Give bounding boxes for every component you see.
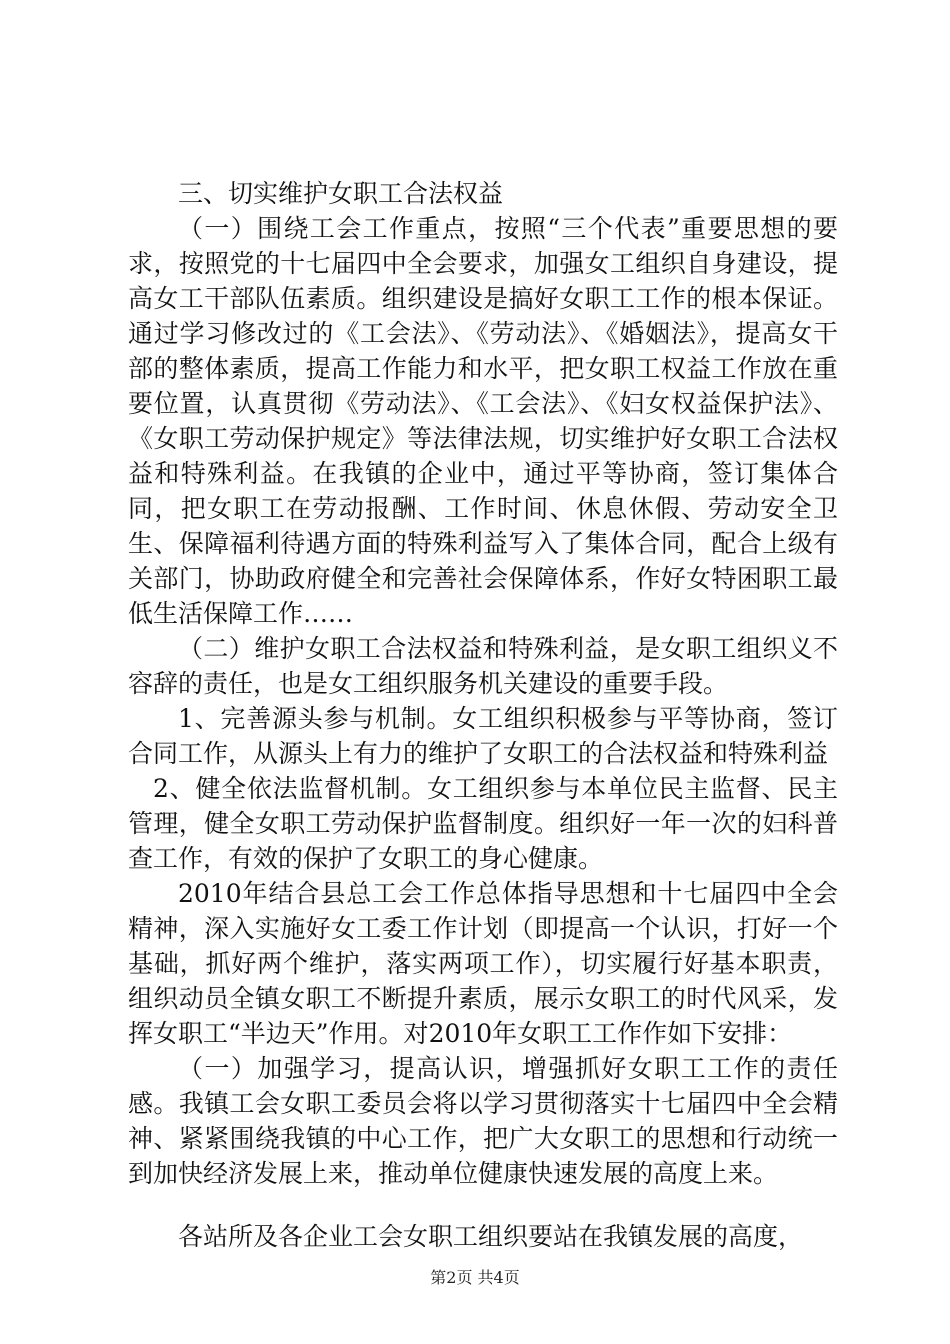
paragraph-1: （一）围绕工会工作重点，按照“三个代表”重要思想的要求，按照党的十七届四中全会要求，加强女工组织自身建设，提高女工干部队伍素质。组织建设是搞好女职工工作的根本保证。通过学习修改过的《工会法》、《劳动法》、《婚姻法》，提高女干部的整体素质，提高工作能力和水平，把女职工权益工作放在重要位置，认真贯彻《劳动法》、《工会法》、《妇女权益保护法》、《女职工劳动保护规定》等法律法规，切实维护好女职工合法权益和特殊利益。在我镇的企业中，通过平等协商，签订集体合同，把女职工在劳动报酬、工作时间、休息休假、劳动安全卫生、保障福利待遇方面的特殊利益写入了集体合同，配合上级有关部门，协助政府健全和完善社会保障体系，作好女特困职工最低生活保障工作…… [128,214,838,628]
document-body [128,176,838,1254]
paragraph-4: 2、健全依法监督机制。女工组织参与本单位民主监督、民主管理，健全女职工劳动保护监督制度。组织好一年一次的妇科普查工作，有效的保护了女职工的身心健康。 [128,774,838,873]
paragraph-2: （二）维护女职工合法权益和特殊利益，是女职工组织义不容辞的责任，也是女工组织服务机关建设的重要手段。 [128,634,838,698]
paragraph-6: （一）加强学习，提高认识，增强抓好女职工工作的责任感。我镇工会女职工委员会将以学习贯彻落实十七届四中全会精神、紧紧围绕我镇的中心工作，把广大女职工的思想和行动统一到加快经济发展上来，推动单位健康快速发展的高度上来。 [128,1054,838,1188]
paragraph-5: 2010年结合县总工会工作总体指导思想和十七届四中全会精神，深入实施好女工委工作计划（即提高一个认识，打好一个基础，抓好两个维护，落实两项工作），切实履行好基本职责，组织动员全镇女职工不断提升素质，展示女职工的时代风采，发挥女职工“半边天”作用。对2010年女职工工作作如下安排： [128,879,838,1048]
paragraph-7: 各站所及各企业工会女职工组织要站在我镇发展的高度， [178,1222,804,1251]
page-footer: 第2页 共4页 [430,1268,520,1287]
section-heading: 三、切实维护女职工合法权益 [178,179,504,208]
paragraph-3: 1、完善源头参与机制。女工组织积极参与平等协商，签订合同工作，从源头上有力的维护了女职工的合法权益和特殊利益 [128,704,838,768]
